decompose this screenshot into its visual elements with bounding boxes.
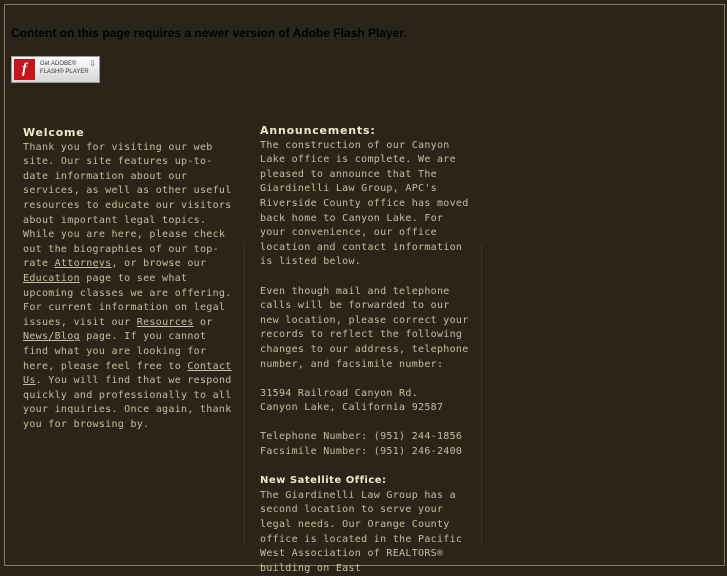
announcement-paragraph-2: Even though mail and telephone calls will be forwarded to our new location, please correct your records to reflect the following changes to our address, telephone number, and facsimile number:	[260, 285, 469, 370]
announcement-paragraph-1: The construction of our Canyon Lake office is complete. We are pleased to announce that The Giardinelli Law Group, APC's Riverside County office has moved back home to Canyon Lake. For your convenience, our office location and contact information is listed below.	[260, 139, 469, 268]
welcome-section	[23, 126, 233, 432]
flash-required-message: Content on this page requires a newer version of Adobe Flash Player.	[11, 26, 407, 40]
attorneys-link[interactable]: Attorneys	[54, 258, 112, 270]
facsimile-number: Facsimile Number: (951) 246-2400	[260, 446, 463, 458]
education-link[interactable]: Education	[23, 272, 80, 284]
news-blog-link[interactable]: News/Blog	[23, 331, 80, 343]
announcements-section	[260, 124, 472, 576]
flash-button-line1: Get ADOBE®	[40, 61, 77, 67]
column-divider-left	[244, 245, 245, 545]
column-divider-right	[481, 245, 482, 545]
welcome-heading: Welcome	[23, 126, 85, 139]
get-flash-player-button[interactable]	[11, 56, 100, 83]
contact-us-link[interactable]: Contact Us	[23, 360, 232, 387]
announcements-heading: Announcements:	[260, 124, 376, 137]
satellite-office-heading: New Satellite Office:	[260, 475, 387, 487]
flash-button-line2: FLASH® PLAYER	[40, 69, 89, 75]
welcome-text: Thank you for visiting our web site. Our site features up-to-date information about our services, as well as other useful resources to educate our visitors about important legal topics. While you are here, please check out the biographies of our top-rate Attorneys, or browse our Education page to see what upcoming classes we are offering. For current information on legal issues, visit our Resources or News/Blog page. If you cannot find what you are looking for here, please feel free to Contact Us. You will find that we respond quickly and professionally to all your inquiries. Once again, thank you for browsing by.	[23, 141, 232, 430]
flash-logo-icon: f	[14, 59, 35, 80]
address-line-2: Canyon Lake, California 92587	[260, 402, 444, 414]
resources-link[interactable]: Resources	[136, 316, 194, 328]
download-arrow-icon: ⇩	[89, 59, 96, 68]
announcement-paragraph-3: The Giardinelli Law Group has a second location to serve your legal needs. Our Orange County office is located in the Pacific West Association of REALTORS® building on East	[260, 489, 463, 574]
address-line-1: 31594 Railroad Canyon Rd.	[260, 387, 419, 399]
telephone-number: Telephone Number: (951) 244-1856	[260, 431, 463, 443]
